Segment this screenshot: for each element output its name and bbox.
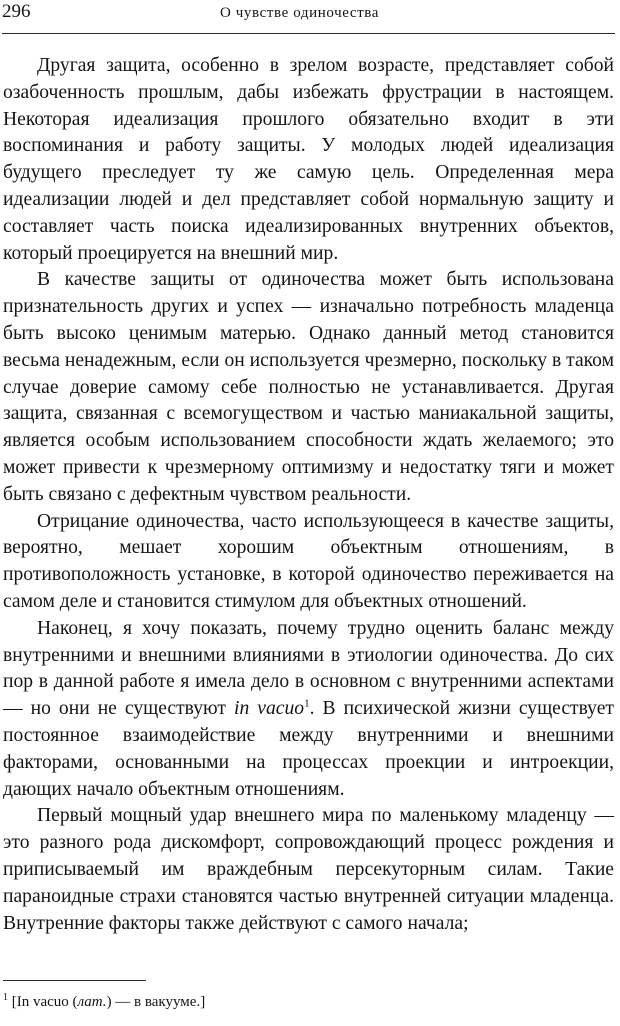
running-title: О чувстве одиночества: [220, 5, 380, 21]
paragraph-5: Первый мощный удар внешнего мира по маленькому младенцу — это разного рода дискомфорт, сопровождающий процесс рождения и приписываемый им враждебным персекуторным силам. Такие параноидные страхи становятся частью внутренней ситуации младенца. Внутренние факторы также действуют с самого начала;: [3, 805, 614, 934]
latin-term: in vacuo: [234, 698, 305, 720]
footnote: [3, 992, 614, 1012]
footnote-text-after: ) — в вакууме.]: [106, 994, 206, 1010]
page-header: [2, 0, 615, 28]
footnote-italic: лат.: [77, 994, 107, 1010]
footnote-marker: 1: [3, 992, 8, 1003]
page-number: 296: [2, 1, 31, 22]
paragraph-1: Другая защита, особенно в зрелом возрасте, представляет собой озабоченность прошлым, дабы избежать фрустрации в настоящем. Некоторая идеализация прошлого обязательно входит в эти воспоминания и работу защиты. У молодых людей идеализация будущего преследует ту же самую цель. Определенная мера идеализации людей и дел представляет собой нормальную защиту и составляет часть поиска идеализированных внутренних объектов, который проецируется на внешний мир.: [3, 55, 614, 264]
paragraph-4: [3, 616, 614, 804]
footnote-reference[interactable]: 1: [304, 697, 310, 710]
paragraph-3: Отрицание одиночества, часто использующееся в качестве защиты, вероятно, мешает хорошим объектным отношениям, в противоположность установке, в которой одиночество переживается на самом деле и становится стимулом для объектных отношений.: [3, 510, 614, 612]
footnote-text-before: [In vacuo (: [8, 994, 78, 1010]
body-text: [3, 53, 614, 937]
paragraph-4-text-before: Наконец, я хочу показать, почему трудно оценить баланс между внутренними и внешними влияниями в этиологии одиночества. До сих пор в данной работе я имела дело в основном с внутренними аспектами — но они не существуют: [3, 617, 614, 720]
paragraph-2: В качестве защиты от одиночества может быть использована признательность других и успех — изначально потребность младенца быть высоко ценимым матерью. Однако данный метод становится весьма ненадежным, если он используется чрезмерно, поскольку в таком случае доверие самому себе полностью не устанавливается. Другая защита, связанная с всемогуществом и частью маниакальной защиты, является особым использованием способности ждать желаемого; это может привести к чрезмерному оптимизму и недостатку тяги и может быть связано с дефектным чувством реальности.: [3, 269, 614, 505]
paragraph-4-text-after: . В психической жизни существует постоянное взаимодействие между внутренними и внешними факторами, основанными на процессах проекции и интроекции, дающих начало объектным отношениям.: [3, 698, 614, 800]
footnote-rule: [3, 980, 146, 981]
header-rule: [2, 33, 615, 34]
